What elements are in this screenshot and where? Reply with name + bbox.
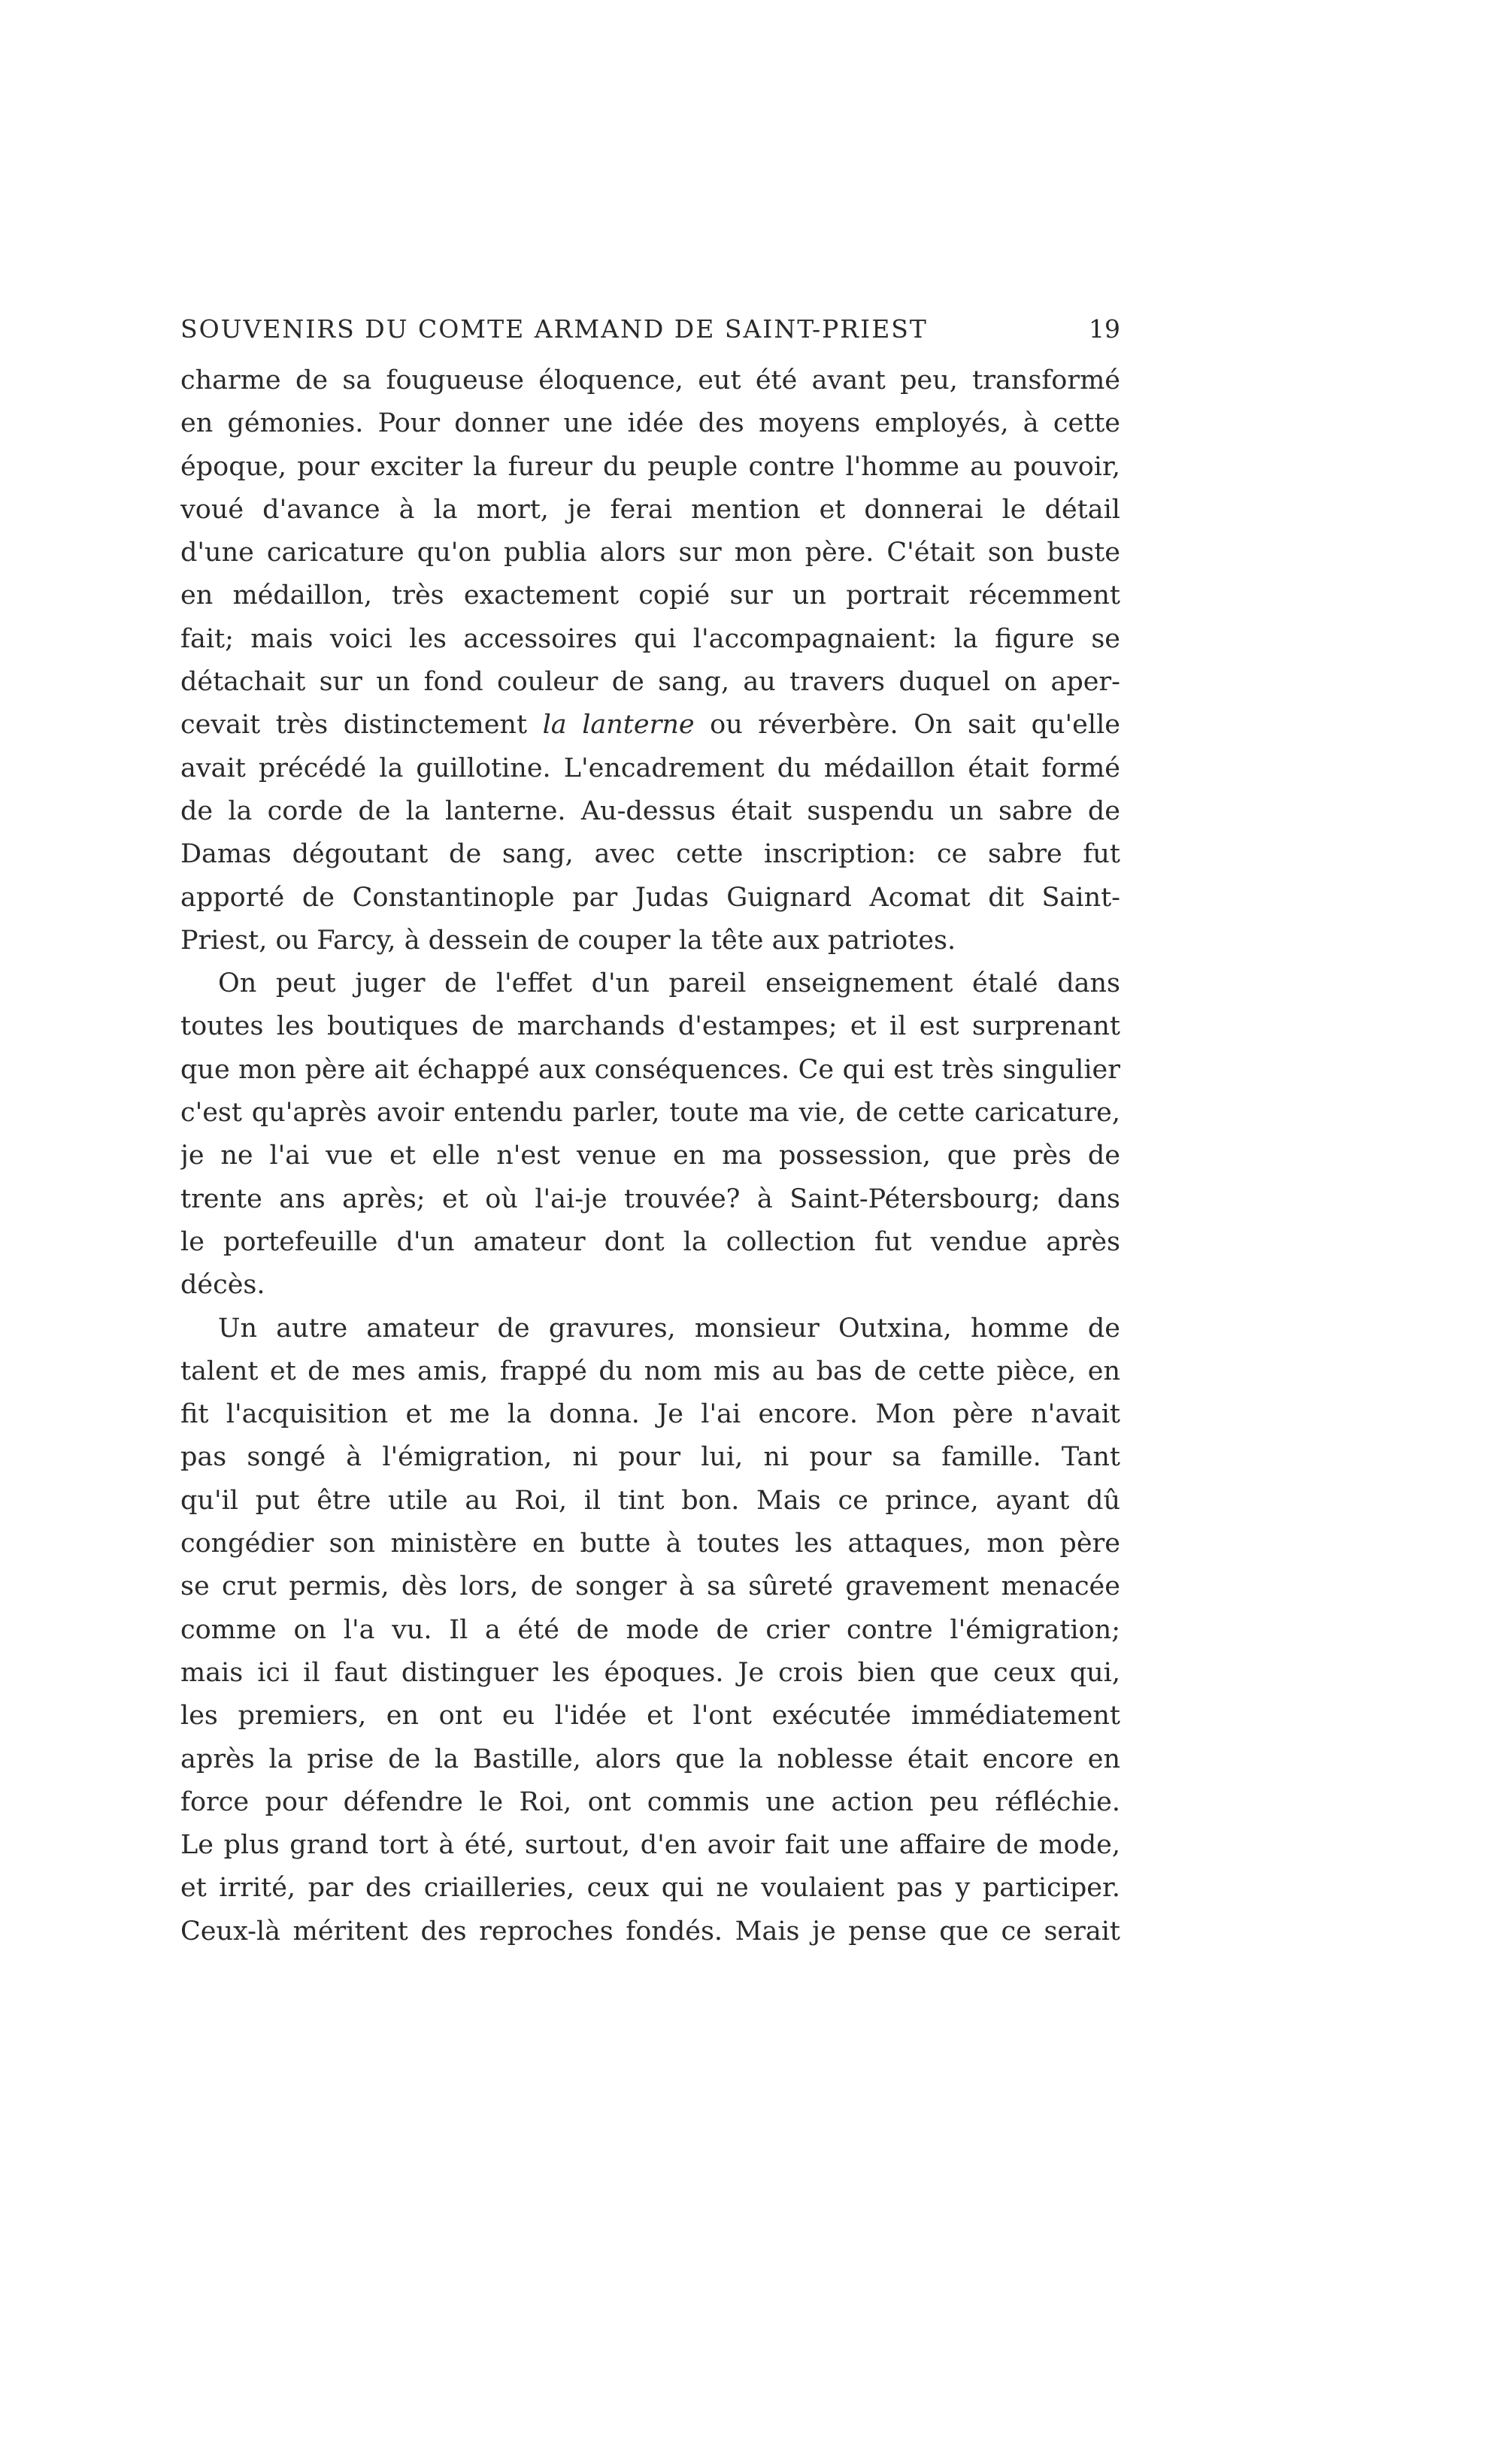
text-line: époque, pour exciter la fureur du peuple contre l'homme au pouvoir, xyxy=(180,451,1120,482)
text-line: charme de sa fougueuse éloquence, eut été avant peu, transformé xyxy=(180,365,1120,395)
text-line: décès. xyxy=(180,1270,265,1301)
text-line-with-italic xyxy=(180,704,1120,747)
text-line: talent et de mes amis, frappé du nom mis au bas de cette pièce, en xyxy=(180,1356,1120,1386)
text-line: c'est qu'après avoir entendu parler, toute ma vie, de cette caricature, xyxy=(180,1098,1120,1129)
paragraph-start-line: On peut juger de l'effet d'un pareil enseignement étalé dans xyxy=(218,968,1120,999)
text-line: se crut permis, dès lors, de songer à sa sûreté gravement menacée xyxy=(180,1571,1120,1602)
text-line: après la prise de la Bastille, alors que la noblesse était encore en xyxy=(180,1744,1120,1774)
text-line: force pour défendre le Roi, ont commis une action peu réfléchie. xyxy=(180,1786,1120,1817)
text-line: toutes les boutiques de marchands d'estampes; et il est surprenant xyxy=(180,1011,1120,1042)
text-line: apporté de Constantinople par Judas Guignard Acomat dit Saint- xyxy=(180,882,1120,913)
text-line: voué d'avance à la mort, je ferai mention et donnerai le détail xyxy=(180,494,1120,525)
text-line: comme on l'a vu. Il a été de mode de crier contre l'émigration; xyxy=(180,1614,1120,1645)
running-title: SOUVENIRS DU COMTE ARMAND DE SAINT-PRIEST xyxy=(180,314,928,344)
text-line: Damas dégoutant de sang, avec cette inscription: ce sabre fut xyxy=(180,839,1120,870)
text-line: fit l'acquisition et me la donna. Je l'ai encore. Mon père n'avait xyxy=(180,1399,1120,1430)
text-line: Le plus grand tort à été, surtout, d'en avoir fait une affaire de mode, xyxy=(180,1830,1120,1861)
text-line: de la corde de la lanterne. Au-dessus était suspendu un sabre de xyxy=(180,795,1120,826)
italic-phrase: la lanterne xyxy=(542,710,695,741)
running-head xyxy=(180,314,1120,359)
text-line-start: cevait très distinctement xyxy=(180,710,543,741)
text-line: le portefeuille d'un amateur dont la collection fut vendue après xyxy=(180,1226,1120,1257)
text-line: pas songé à l'émigration, ni pour lui, ni pour sa famille. Tant xyxy=(180,1442,1120,1473)
text-line: mais ici il faut distinguer les époques. Je crois bien que ceux qui, xyxy=(180,1657,1120,1688)
text-line: les premiers, en ont eu l'idée et l'ont exécutée immédiatement xyxy=(180,1701,1120,1732)
text-line: avait précédé la guillotine. L'encadrement du médaillon était formé xyxy=(180,753,1120,783)
text-line: congédier son ministère en butte à toutes les attaques, mon père xyxy=(180,1529,1120,1559)
text-line: détachait sur un fond couleur de sang, au travers duquel on aper- xyxy=(180,667,1120,698)
page-text-block xyxy=(180,314,1120,1953)
text-line: en gémonies. Pour donner une idée des moyens employés, à cette xyxy=(180,408,1120,439)
text-line: d'une caricature qu'on publia alors sur mon père. C'était son buste xyxy=(180,538,1120,568)
text-line: qu'il put être utile au Roi, il tint bon. Mais ce prince, ayant dû xyxy=(180,1485,1120,1516)
paragraph-start-line: Un autre amateur de gravures, monsieur Outxina, homme de xyxy=(218,1313,1120,1344)
text-line: et irrité, par des criailleries, ceux qui ne voulaient pas y participer. xyxy=(180,1873,1120,1904)
text-line: Priest, ou Farcy, à dessein de couper la tête aux patriotes. xyxy=(180,925,956,956)
text-line-end: ou réverbère. On sait qu'elle xyxy=(694,710,1120,741)
text-line: je ne l'ai vue et elle n'est venue en ma possession, que près de xyxy=(180,1141,1120,1171)
text-line: trente ans après; et où l'ai-je trouvée? à Saint-Pétersbourg; dans xyxy=(180,1183,1120,1214)
page-number: 19 xyxy=(1089,314,1120,344)
text-line: Ceux-là méritent des reproches fondés. Mais je pense que ce serait xyxy=(180,1916,1120,1947)
text-line: en médaillon, très exactement copié sur un portrait récemment xyxy=(180,580,1120,611)
text-line: que mon père ait échappé aux conséquences. Ce qui est très singulier xyxy=(180,1054,1120,1085)
text-line: fait; mais voici les accessoires qui l'accompagnaient: la figure se xyxy=(180,623,1120,654)
